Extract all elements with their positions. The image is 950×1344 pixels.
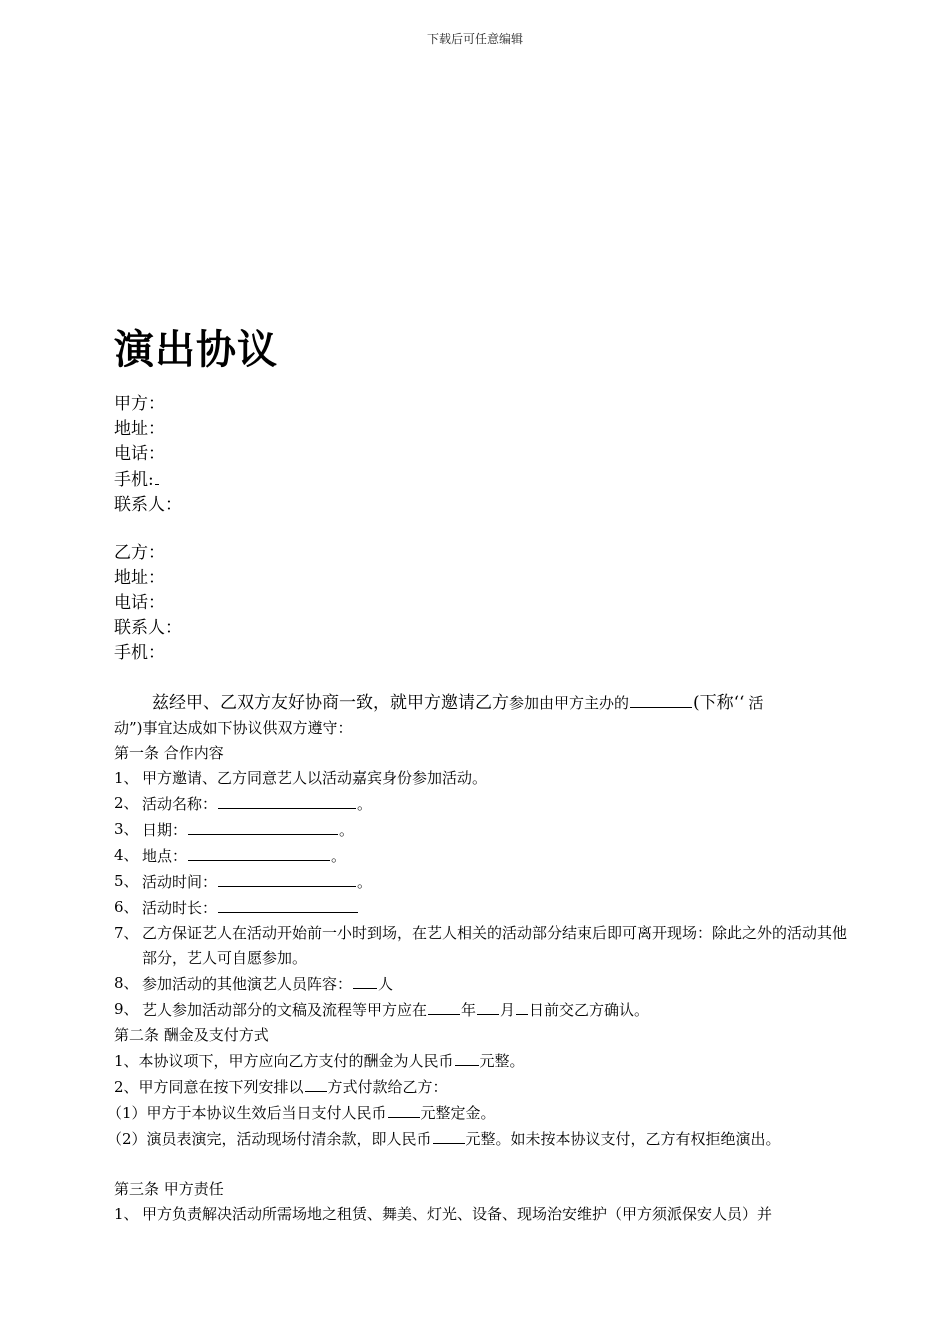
item-number: 3、 [114,820,139,838]
party-b-block [114,541,182,666]
item-end: 。 [357,873,373,891]
article-2-item-1 [114,1048,860,1074]
item-number: 1、 [114,769,139,787]
item-number: 7、 [114,924,139,942]
article-3-item-1 [114,1202,860,1227]
party-a-mobile-blank [155,467,159,485]
party-a-phone-label: 电话： [114,444,165,464]
party-a-mobile-row [114,467,182,493]
item-label: 活动名称： [142,795,218,813]
year-field [428,997,460,1015]
party-b-contact-label: 联系人： [114,618,182,638]
fee-amount-field [455,1048,479,1066]
balance-amount-field [433,1126,465,1144]
day-field [516,997,528,1015]
article-2-heading: 第二条 酬金及支付方式 [114,1026,269,1044]
item-end: 。 [339,821,355,839]
intro-paragraph-line1 [114,690,860,716]
article-1-item-2 [114,791,860,817]
month-field [477,997,499,1015]
article-1-item-7 [114,921,860,971]
article-2-sub-1 [107,1100,860,1126]
item-label: 艺人参加活动部分的文稿及流程等甲方应在 [142,1001,428,1019]
party-b-mobile-label: 手机： [114,643,165,663]
article-1-item-5 [114,869,860,895]
payment-method-field [305,1074,327,1092]
item-text: 乙方保证艺人在活动开始前一小时到场，在艺人相关的活动部分结束后即可离开现场：除此之外的活动其他部分，艺人可自愿参加。 [142,924,848,967]
party-a-mobile-label: 手机: [114,470,154,490]
agreement-body [107,690,860,1227]
party-a-contact-label: 联系人： [114,495,182,515]
item-end: 。 [357,795,373,813]
intro-paragraph-line2: 动”)事宜达成如下协议供双方遵守： [114,719,353,737]
intro-text-3: (下称‘‘ [693,693,745,713]
item-label: 活动时长： [142,899,218,917]
date-field [188,817,338,835]
item-number: 9、 [114,1000,139,1018]
article-1-item-6 [114,895,860,921]
spacer [114,1152,860,1177]
item-text: 甲方负责解决活动所需场地之租赁、舞美、灯光、设备、现场治安维护（甲方须派保安人员）并 [142,1205,773,1223]
performer-count-field [353,971,377,989]
item-number: 6、 [114,898,139,916]
article-1-item-4 [114,843,860,869]
item-end: 元整定金。 [420,1104,496,1122]
document-title: 演出协议 [114,327,278,373]
item-number: 4、 [114,846,139,864]
item-text: 甲方邀请、乙方同意艺人以活动嘉宾身份参加活动。 [142,769,488,787]
day-label: 日前交乙方确认。 [529,1001,650,1019]
item-number: 2、 [114,794,139,812]
item-label: 参加活动的其他演艺人员阵容： [142,975,353,993]
item-end: 元整。如未按本协议支付，乙方有权拒绝演出。 [465,1130,781,1148]
intro-text-1: 兹经甲、乙双方友好协商一致，就甲方邀请乙方 [152,693,509,713]
item-end: 元整。 [479,1052,525,1070]
item-end: 。 [331,847,347,865]
item-text: （2）演员表演完，活动现场付清余款，即人民币 [107,1130,432,1148]
header-note: 下载后可任意编辑 [426,32,523,46]
deposit-amount-field [388,1100,420,1118]
item-number: 8、 [114,974,139,992]
item-text: 1、本协议项下，甲方应向乙方支付的酬金为人民币 [114,1052,454,1070]
item-text: （1）甲方于本协议生效后当日支付人民币 [107,1104,387,1122]
item-number: 1、 [114,1205,139,1223]
item-end: 人 [378,975,394,993]
intro-text-2: 参加由甲方主办的 [509,694,630,712]
article-3-heading: 第三条 甲方责任 [114,1180,224,1198]
party-a-address-label: 地址： [114,419,165,439]
item-end: 方式付款给乙方： [327,1078,448,1096]
article-2-sub-2 [107,1126,860,1152]
article-1-item-8 [114,971,860,997]
party-b-address-label: 地址： [114,568,165,588]
article-2-item-2 [114,1074,860,1100]
intro-text-4: 活 [748,694,764,712]
party-b-name-label: 乙方： [114,543,165,563]
article-1-item-3 [114,817,860,843]
month-label: 月 [500,1001,516,1019]
item-label: 日期： [142,821,188,839]
party-b-phone-label: 电话： [114,593,165,613]
party-a-name-label: 甲方： [114,394,165,414]
activity-time-field [218,869,356,887]
activity-name-field [218,791,356,809]
item-label: 活动时间： [142,873,218,891]
item-number: 5、 [114,872,139,890]
article-1-item-1 [114,766,860,791]
item-text: 2、甲方同意在按下列安排以 [114,1078,304,1096]
activity-name-blank [630,690,692,708]
year-label: 年 [461,1001,477,1019]
location-field [188,843,330,861]
item-label: 地点： [142,847,188,865]
article-1-heading: 第一条 合作内容 [114,744,224,762]
activity-duration-field [218,895,358,913]
party-a-block [114,392,182,518]
article-1-item-9 [114,997,860,1023]
